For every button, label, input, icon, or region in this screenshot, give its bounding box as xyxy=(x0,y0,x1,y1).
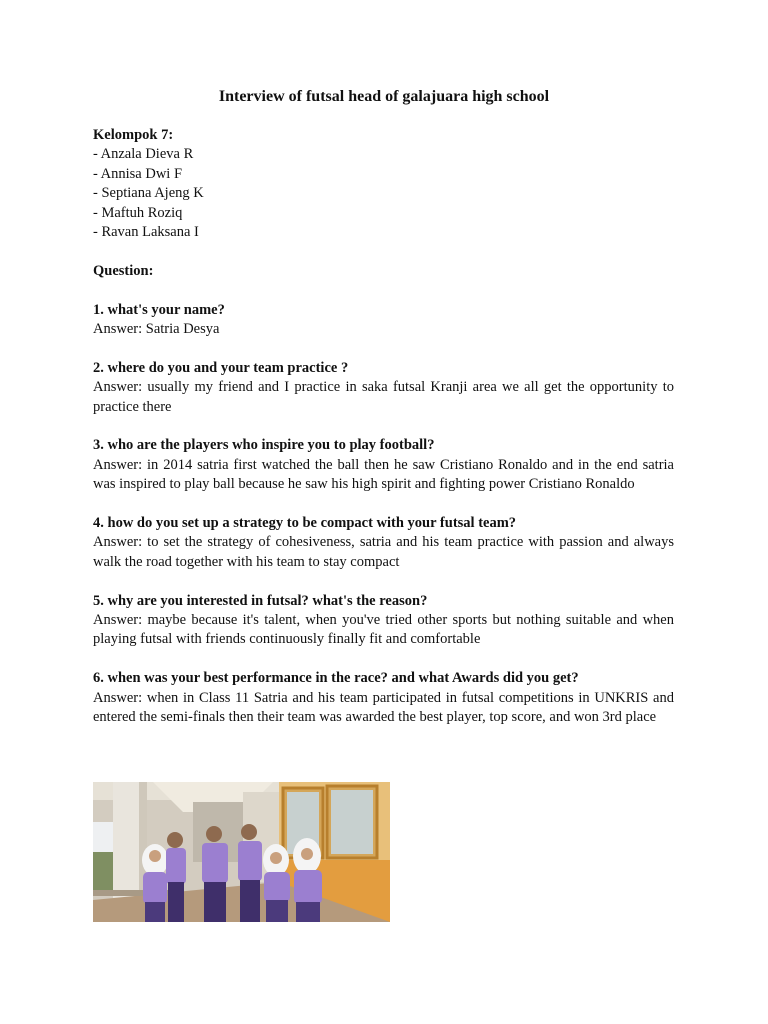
question-3: 3. who are the players who inspire you to play football? xyxy=(93,437,435,454)
group-member: - Septiana Ajeng K xyxy=(93,185,204,202)
group-member: - Ravan Laksana I xyxy=(93,224,199,241)
document-body xyxy=(93,126,674,727)
document-title: Interview of futsal head of galajuara high school xyxy=(218,88,550,105)
group-member: - Anzala Dieva R xyxy=(93,146,194,163)
group-label: Kelompok 7: xyxy=(93,127,174,143)
answer-2: Answer: usually my friend and I practice in saka futsal Kranji area we all get the opportunity to practice there xyxy=(93,379,674,415)
question-1: 1. what's your name? xyxy=(93,301,225,318)
team-photo-illustration xyxy=(93,782,390,922)
answer-6: Answer: when in Class 11 Satria and his team participated in futsal competitions in UNKRIS and entered the semi-finals then their team was awarded the best player, top score, and won 3rd place xyxy=(93,689,674,726)
question-4: 4. how do you set up a strategy to be compact with your futsal team? xyxy=(93,515,517,532)
answer-4: Answer: to set the strategy of cohesiveness, satria and his team practice with passion and always walk the road together with his team to stay compact xyxy=(93,534,674,570)
group-member: - Maftuh Roziq xyxy=(93,204,183,221)
group-member: - Annisa Dwi F xyxy=(93,165,183,182)
answer-1: Answer: Satria Desya xyxy=(93,321,220,338)
answer-3: Answer: in 2014 satria first watched the ball then he saw Cristiano Ronaldo and in the end satria was inspired to play ball because he saw his high spirit and fighting power Cristiano Ronaldo xyxy=(93,456,674,493)
team-photo xyxy=(93,782,390,922)
question-5: 5. why are you interested in futsal? what's the reason? xyxy=(93,592,428,609)
answer-5: Answer: maybe because it's talent, when you've tried other sports but nothing suitable and when playing futsal with friends continuously finally fit and comfortable xyxy=(93,612,674,648)
question-6: 6. when was your best performance in the race? and what Awards did you get? xyxy=(93,670,579,687)
question-heading: Question: xyxy=(93,262,154,279)
question-2: 2. where do you and your team practice ? xyxy=(93,359,349,376)
